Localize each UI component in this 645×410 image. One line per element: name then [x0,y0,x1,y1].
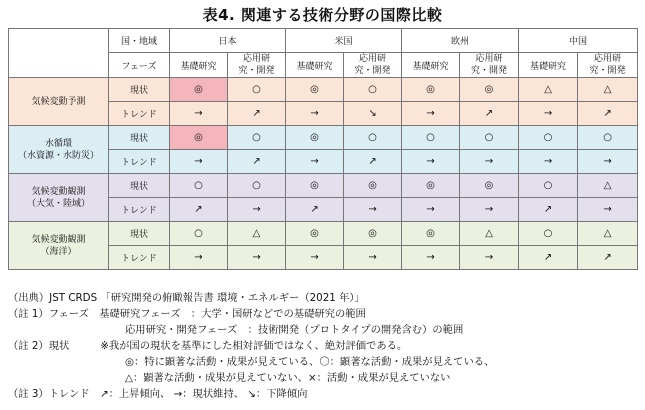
status-cell: ◎ [286,78,344,102]
trend-cell: → [344,246,402,270]
category-label: 気候変動観測 （大気・陸域） [9,174,109,222]
country-header-japan: 日本 [170,29,286,53]
trend-row-label: トレンド [109,102,170,126]
status-cell: ◎ [170,126,228,150]
trend-cell: → [402,150,460,174]
trend-cell: → [578,198,638,222]
status-cell: △ [578,174,638,198]
trend-row-label: トレンド [109,150,170,174]
trend-cell: ↗ [578,102,638,126]
phase-applied-us: 応用研 究・開発 [344,53,402,78]
phase-basic-china: 基礎研究 [519,53,578,78]
status-cell: △ [578,222,638,246]
note-source: （出典）JST CRDS 「研究開発の俯瞰報告書 環境・エネルギー（2021 年）」 [8,292,365,304]
phase-applied-china: 応用研 究・開発 [578,53,638,78]
trend-cell: → [460,150,519,174]
trend-cell: → [402,246,460,270]
table-title: 表4. 関連する技術分野の国際比較 [202,6,443,24]
status-cell: ○ [519,126,578,150]
category-label: 気候変動予測 [9,78,109,126]
note-3: （註 3）トレンド ↗：上昇傾向、 →：現状維持、 ↘：下降傾向 [8,388,308,400]
status-cell: ◎ [286,126,344,150]
status-cell: △ [460,222,519,246]
notes [8,290,638,402]
status-row-label: 現状 [109,174,170,198]
trend-cell: ↗ [460,102,519,126]
status-cell: ○ [228,174,286,198]
status-cell: ○ [344,126,402,150]
status-cell: ○ [344,78,402,102]
trend-cell: ↗ [578,246,638,270]
status-cell: ○ [519,174,578,198]
trend-cell: → [170,102,228,126]
trend-cell: ↘ [344,102,402,126]
status-cell: ◎ [286,222,344,246]
status-cell: ◎ [402,222,460,246]
trend-cell: → [402,198,460,222]
phase-basic-eu: 基礎研究 [402,53,460,78]
trend-cell: → [460,246,519,270]
status-cell: ◎ [460,174,519,198]
status-cell: ○ [228,126,286,150]
trend-cell: ↗ [519,198,578,222]
table-row [9,222,638,246]
comparison-table [8,28,638,270]
status-cell: △ [519,78,578,102]
trend-cell: → [578,150,638,174]
status-cell: ○ [578,126,638,150]
country-header-eu: 欧州 [402,29,519,53]
status-cell: ○ [170,174,228,198]
country-header-us: 米国 [286,29,402,53]
trend-cell: → [460,198,519,222]
status-row-label: 現状 [109,222,170,246]
note-1a: （註 1）フェーズ 基礎研究フェーズ ：大学・国研などでの基礎研究の範囲 [8,308,366,320]
status-row-label: 現状 [109,126,170,150]
status-cell: ○ [170,222,228,246]
category-label: 気候変動観測 （海洋） [9,222,109,270]
status-cell: ○ [519,222,578,246]
status-cell: ◎ [170,78,228,102]
trend-cell: ↗ [228,150,286,174]
trend-cell: → [228,246,286,270]
trend-cell: → [228,198,286,222]
status-row-label: 現状 [109,78,170,102]
table-row [9,174,638,198]
status-cell: ◎ [460,78,519,102]
status-cell: △ [228,222,286,246]
status-cell: ○ [460,126,519,150]
status-cell: ○ [228,78,286,102]
trend-cell: → [344,198,402,222]
note-1b: 応用研究・開発フェーズ ：技術開発（プロトタイプの開発含む）の範囲 [125,324,464,336]
phase-applied-japan: 応用研 究・開発 [228,53,286,78]
phase-basic-japan: 基礎研究 [170,53,228,78]
trend-cell: → [519,150,578,174]
trend-cell: → [286,102,344,126]
trend-row-label: トレンド [109,246,170,270]
table-row [9,126,638,150]
trend-cell: ↗ [170,198,228,222]
corner-cell [9,29,109,78]
note-2c: △：顕著な活動・成果が見えていない、×：活動・成果が見えていない [125,372,451,384]
phase-applied-eu: 応用研 究・開発 [460,53,519,78]
trend-cell: ↗ [286,198,344,222]
trend-cell: → [402,102,460,126]
trend-cell: → [519,102,578,126]
trend-row-label: トレンド [109,198,170,222]
status-cell: ◎ [344,174,402,198]
status-cell: △ [578,78,638,102]
trend-cell: → [170,150,228,174]
trend-cell: → [170,246,228,270]
category-label: 水循環 （水資源・水防災） [9,126,109,174]
table-row [9,78,638,102]
phase-header: フェーズ [109,53,170,78]
status-cell: ◎ [402,78,460,102]
phase-basic-us: 基礎研究 [286,53,344,78]
status-cell: ◎ [402,174,460,198]
region-header: 国・地域 [109,29,170,53]
trend-cell: → [286,150,344,174]
trend-cell: ↗ [344,150,402,174]
status-cell: ○ [402,126,460,150]
note-2b: ◎：特に顕著な活動・成果が見えている、〇：顕著な活動・成果が見えている、 [125,356,495,368]
trend-cell: ↗ [228,102,286,126]
status-cell: ◎ [286,174,344,198]
status-cell: ◎ [344,222,402,246]
note-2a: （註 2）現状 ※我が国の現状を基準にした相対評価ではなく、絶対評価である。 [8,340,408,352]
trend-cell: → [286,246,344,270]
trend-cell: ↗ [519,246,578,270]
country-header-china: 中国 [519,29,638,53]
